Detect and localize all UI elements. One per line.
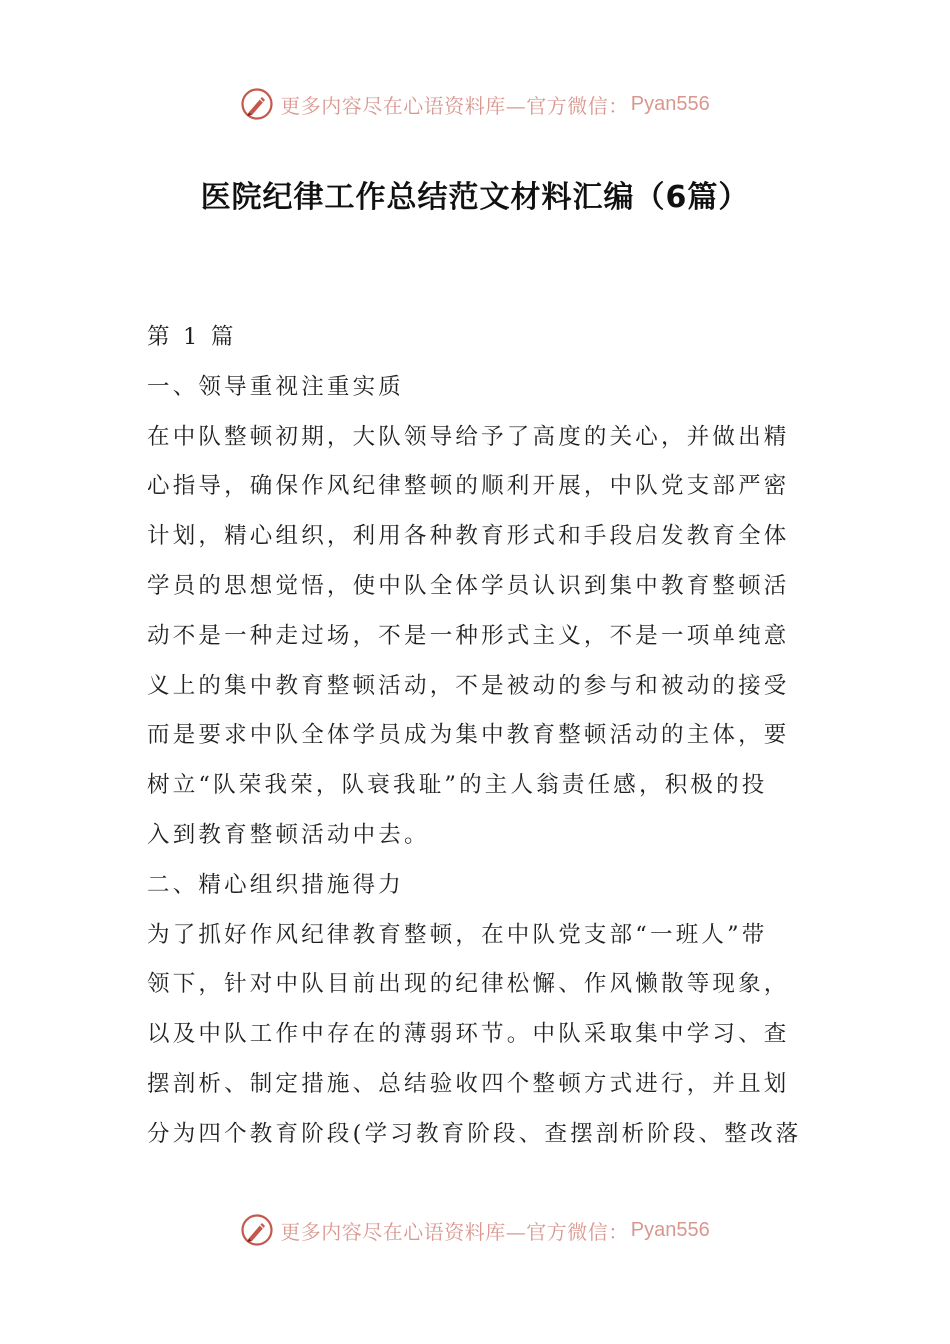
wechat-id: Pyan556 [630,1218,710,1241]
paragraph-line: 动不是一种走过场，不是一种形式主义，不是一项单纯意 [147,622,790,649]
paragraph-line: 分为四个教育阶段(学习教育阶段、查摆剖析阶段、整改落 [147,1120,802,1147]
watermark-text: 更多内容尽在心语资料库—官方微信： [280,1219,629,1244]
paragraph-line: 摆剖析、制定措施、总结验收四个整顿方式进行，并且划 [147,1070,790,1097]
paragraph-line: 而是要求中队全体学员成为集中教育整顿活动的主体，要 [147,722,790,749]
heading-1: 一、领导重视注重实质 [147,373,405,400]
paragraph-line: 入到教育整顿活动中去。 [147,821,430,848]
paragraph-line: 为了抓好作风纪律教育整顿，在中队党支部“一班人”带 [147,921,768,948]
section-label: 第 1 篇 [147,324,237,350]
watermark-text: 更多内容尽在心语资料库—官方微信： [280,93,629,118]
paragraph-line: 领下，针对中队目前出现的纪律松懈、作风懒散等现象， [147,971,790,998]
paragraph-line: 以及中队工作中存在的薄弱环节。中队采取集中学习、查 [147,1021,790,1048]
footer-watermark [0,1210,950,1250]
pen-logo-icon [240,1213,274,1247]
document-title: 医院纪律工作总结范文材料汇编（6篇） [200,180,750,215]
document-body [147,313,817,1160]
paragraph-line: 在中队整顿初期，大队领导给予了高度的关心，并做出精 [147,423,790,450]
wechat-id: Pyan556 [630,92,710,115]
heading-2: 二、精心组织措施得力 [147,871,405,898]
header-watermark [0,84,950,124]
paragraph-line: 义上的集中教育整顿活动，不是被动的参与和被动的接受 [147,672,790,699]
paragraph-line: 心指导，确保作风纪律整顿的顺利开展，中队党支部严密 [147,473,790,500]
pen-logo-icon [240,87,274,121]
paragraph-line: 计划，精心组织，利用各种教育形式和手段启发教育全体 [147,523,790,550]
paragraph-line: 树立“队荣我荣，队衰我耻”的主人翁责任感，积极的投 [147,772,768,799]
paragraph-line: 学员的思想觉悟，使中队全体学员认识到集中教育整顿活 [147,572,790,599]
